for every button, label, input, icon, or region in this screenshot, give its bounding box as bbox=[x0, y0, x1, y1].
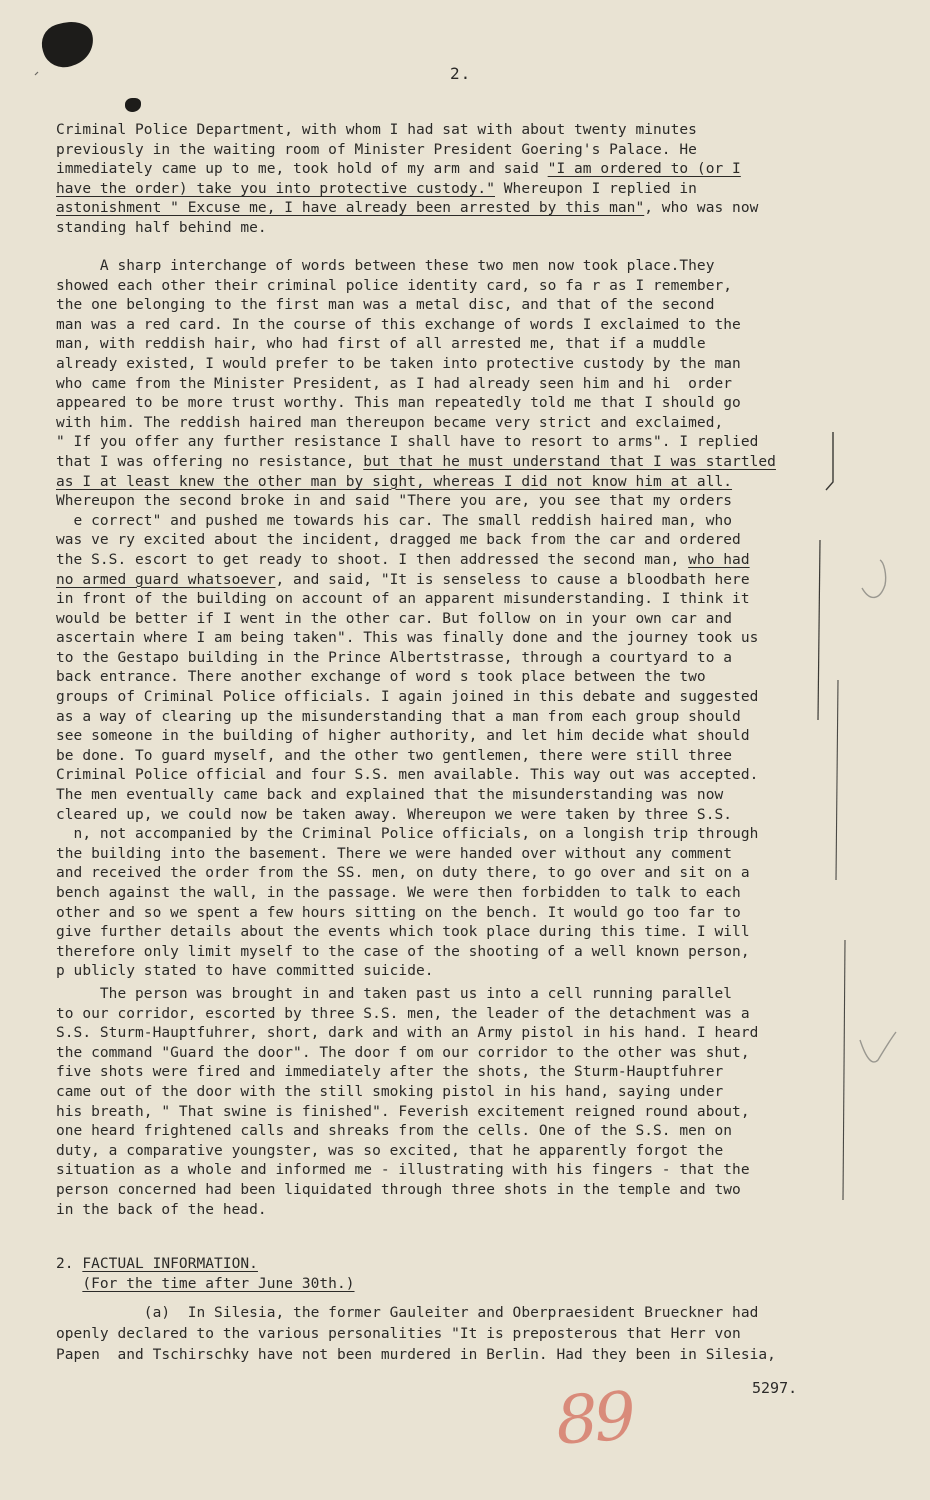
handwritten-page-number: 89 bbox=[553, 1377, 635, 1460]
underlined-phrase: but that he must understand that I was startled bbox=[363, 453, 776, 470]
section-title: FACTUAL INFORMATION. bbox=[82, 1256, 258, 1272]
pencil-check-mark bbox=[860, 1032, 896, 1062]
section-subtitle: (For the time after June 30th.) bbox=[82, 1276, 355, 1292]
stray-pencil-mark bbox=[35, 72, 38, 75]
underlined-phrase: as I at least knew the other man by sight, whereas I did not know him at all. bbox=[56, 473, 733, 490]
underlined-quote: astonishment " Excuse me, I have already been arrested by this man" bbox=[56, 200, 645, 217]
margin-bracket-line bbox=[818, 540, 820, 720]
text-line: , who was now bbox=[644, 200, 759, 217]
section-number: 2. bbox=[56, 1256, 83, 1272]
text-line: Criminal Police Department, with whom I had sat with about twenty minutes bbox=[56, 122, 697, 138]
pencil-check-mark bbox=[862, 560, 886, 597]
paragraph-shooting: The person was brought in and taken past us into a cell running parallel to our corridor, escorted by three S.S. men, the leader of the detachment was a S.S. Sturm-Hauptfuhrer, short, dark and with an Army pistol in his hand. I heard the command "Guard the door". The door f om our corridor to the other was shut, five shots were fired and immediately after the shots, the Sturm-Hauptfuhrer came out of the door with the still smoking pistol in his hand, saying under his breath, " That swine is finished". Feverish excitement reigned round about, one heard frightened calls and shreaks from the cells. One of the S.S. men on duty, a comparative youngster, was so excited, that he apparently forgot the situation as a whole and informed me - illustrating with his fingers - that the person concerned had been liquidated through three shots in the temple and two in the back of the head. bbox=[56, 986, 759, 1218]
text-block: Whereupon the second broke in and said "There you are, you see that my orders e correct" and pushed me towards his car. The small reddish haired man, who was ve ry excited about the incident, dragged me back from the car and ordered the S.S. escort to get ready to shoot. I then addressed the second man, bbox=[56, 493, 741, 568]
margin-bracket-line bbox=[826, 432, 833, 490]
document-number: 5297. bbox=[752, 1379, 798, 1397]
margin-bracket-line bbox=[836, 680, 838, 880]
text-block: A sharp interchange of words between these two men now took place.They showed each other their criminal police identity card, so fa r as I remember, the one belonging to the first man was a metal disc, and that of the second man was a red card. In the course of this exchange of words I exclaimed to the man, with reddish hair, who had first of all arrested me, that if a muddle already existed, I would prefer to be taken into protective custody by the man who came from the Minister President, as I had already seen him and hi order appeared to be more trust worthy. This man repeatedly told me that I should go with him. The reddish haired man thereupon became very strict and exclaimed, " If you offer any further resistance I shall have to resort to arms". I replied that I was offering no resistance, bbox=[56, 258, 759, 470]
text-block: , and said, "It is senseless to cause a bloodbath here in front of the building on account of an apparent misunderstanding. I think it would be better if I went in the other car. But follow on in your own car and ascertain where I am being taken". This was finally done and the journey took us to the Gestapo building in the Prince Albertstrasse, through a courtyard to a back entrance. There another exchange of word s took place between the two groups of Criminal Police officials. I again joined in this debate and suggested as a way of clearing up the misunderstanding that a man from each group should see someone in the building of higher authority, and let him decide what should be done. To guard myself, and the other two gentlemen, there were still three Criminal Police official and four S.S. men available. This way out was accepted. The men eventually came back and explained that the misunderstanding was now cleared up, we could now be taken away. Whereupon we were taken by three S.S. n, not accompanied by the Criminal Police officials, on a longish trip through the building into the basement. There we were handed over without any comment and received the order from the SS. men, on duty there, to go over and sit on a bench against the wall, in the passage. We were then forbidden to talk to each other and so we spent a few hours sitting on the bench. It would go too far to give further details about the events which took place during this time. I will therefore only limit myself to the case of the shooting of a well known person, p ublicly stated to have committed suicide. bbox=[56, 571, 759, 980]
underlined-quote: "I am ordered to (or I bbox=[547, 161, 741, 178]
text-line: Whereupon I replied in bbox=[495, 180, 697, 197]
margin-bracket-line bbox=[843, 940, 845, 1200]
underlined-phrase: no armed guard whatsoever bbox=[56, 571, 276, 588]
text-line: immediately came up to me, took hold of my arm and said bbox=[56, 161, 548, 178]
underlined-phrase: who had bbox=[688, 551, 750, 568]
underlined-quote: have the order) take you into protective custody." bbox=[56, 180, 495, 197]
text-line: standing half behind me. bbox=[56, 219, 267, 236]
text-line: previously in the waiting room of Minister President Goering's Palace. He bbox=[56, 141, 697, 158]
page-number: 2. bbox=[450, 64, 472, 83]
paragraph-silesia: (a) In Silesia, the former Gauleiter and Oberpraesident Brueckner had openly declared to the various personalities "It is preposterous that Herr von Papen and Tschirschky have not been murdered in Berlin. Had they been in Silesia, bbox=[56, 1305, 776, 1363]
